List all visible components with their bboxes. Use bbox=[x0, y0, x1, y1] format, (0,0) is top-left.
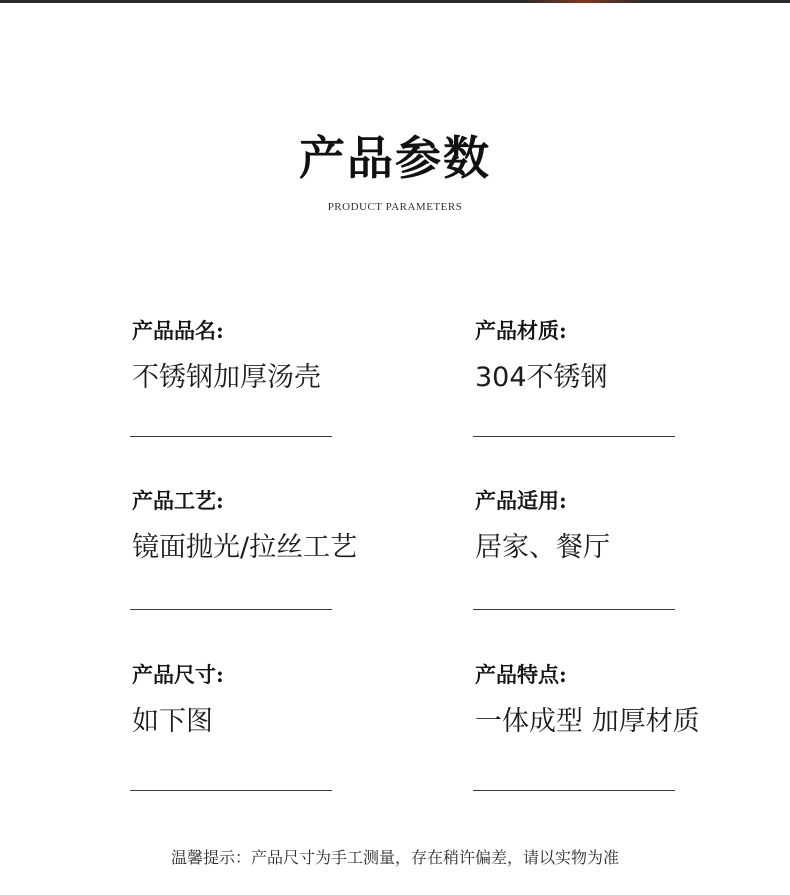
param-divider bbox=[130, 609, 332, 610]
param-divider bbox=[473, 609, 675, 610]
param-value: 如下图 bbox=[132, 706, 213, 737]
page-subtitle: PRODUCT PARAMETERS bbox=[327, 201, 463, 213]
param-label: 产品适用: bbox=[475, 488, 567, 513]
param-value: 一体成型 加厚材质 bbox=[475, 706, 700, 737]
param-value: 镜面抛光/拉丝工艺 bbox=[132, 532, 358, 563]
top-border bbox=[0, 0, 790, 3]
param-label: 产品材质: bbox=[475, 318, 567, 343]
param-label: 产品特点: bbox=[475, 662, 567, 687]
param-divider bbox=[473, 436, 675, 437]
param-divider bbox=[473, 790, 675, 791]
param-divider bbox=[130, 436, 332, 437]
param-value: 居家、餐厅 bbox=[475, 532, 610, 563]
page-title: 产品参数 bbox=[299, 131, 491, 185]
param-divider bbox=[130, 790, 332, 791]
footer-note: 温馨提示：产品尺寸为手工测量，存在稍许偏差，请以实物为准 bbox=[170, 848, 619, 867]
param-label: 产品工艺: bbox=[132, 488, 224, 513]
param-label: 产品尺寸: bbox=[132, 662, 224, 687]
param-value: 304不锈钢 bbox=[475, 362, 608, 393]
param-value: 不锈钢加厚汤壳 bbox=[132, 362, 321, 393]
param-label: 产品品名: bbox=[132, 318, 224, 343]
